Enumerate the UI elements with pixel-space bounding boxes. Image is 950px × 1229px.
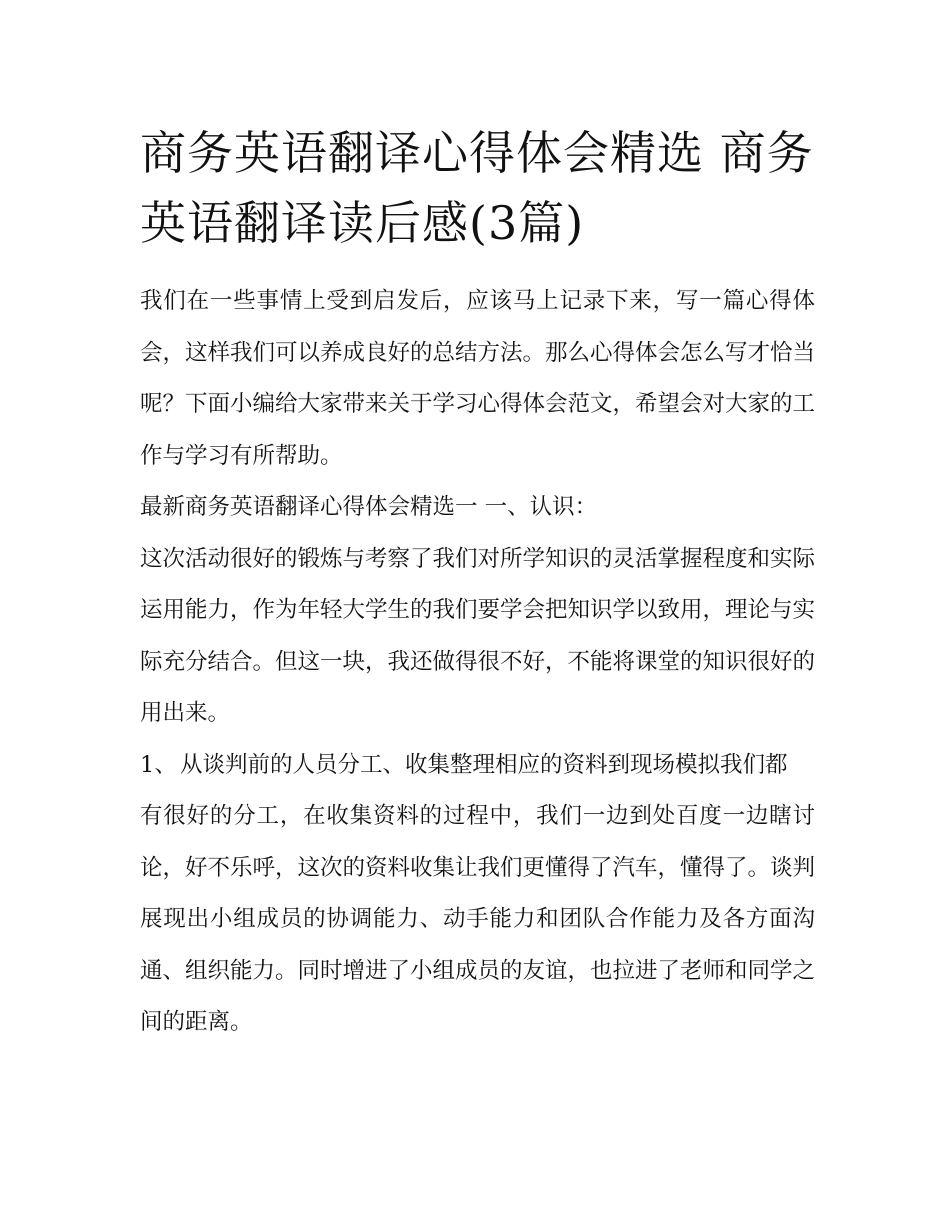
document-title: 商务英语翻译心得体会精选 商务英语翻译读后感(3篇) — [140, 126, 814, 250]
list-item-text: 从谈判前的人员分工、收集整理相应的资料到现场模拟我们都 — [180, 751, 788, 778]
document-body — [140, 276, 815, 1049]
intro-paragraph: 我们在一些事情上受到启发后，应该马上记录下来，写一篇心得体会，这样我们可以养成良好的总结方法。那么心得体会怎么写才恰当呢？下面小编给大家带来关于学习心得体会范文，希望会对大家的工作与学习有所帮助。 — [140, 288, 816, 469]
body-paragraph: 这次活动很好的锻炼与考察了我们对所学知识的灵活掌握程度和实际运用能力，作为年轻大学生的我们要学会把知识学以致用，理论与实际充分结合。但这一块，我还做得很不好，不能将课堂的知识很好的用出来。 — [140, 545, 816, 726]
numbered-list-item — [140, 740, 815, 792]
closing-paragraph: 有很好的分工，在收集资料的过程中，我们一边到处百度一边瞎讨论，好不乐呼，这次的资料收集让我们更懂得了汽车，懂得了。谈判展现出小组成员的协调能力、动手能力和团队合作能力及各方面沟通、组织能力。同时增进了小组成员的友谊，也拉进了老师和同学之间的距离。 — [140, 803, 816, 1035]
section-heading: 最新商务英语翻译心得体会精选一 一、认识： — [140, 494, 598, 520]
list-item-number: 1、 — [140, 751, 177, 778]
